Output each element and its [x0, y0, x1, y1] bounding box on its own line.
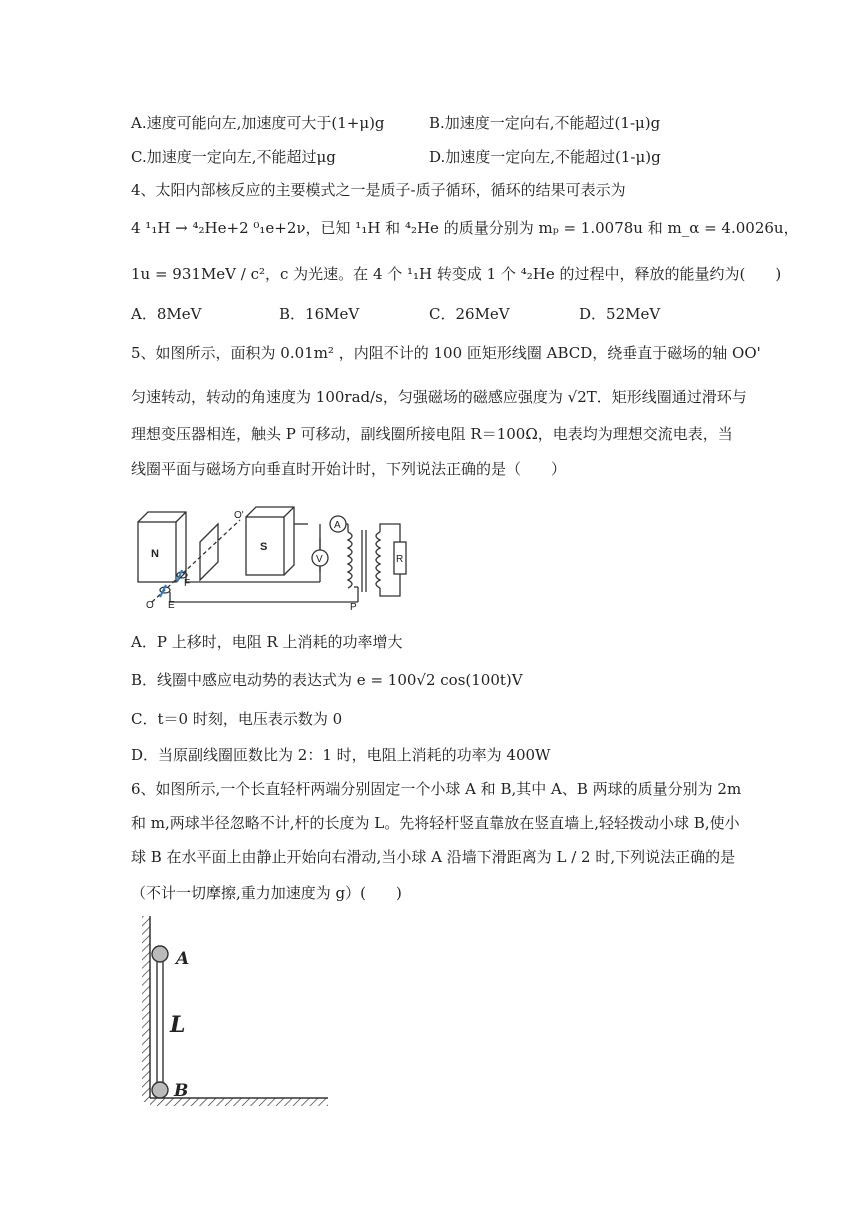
q6-label-b: B	[174, 1081, 189, 1101]
q5-label-voltmeter: V	[316, 554, 323, 565]
q4-option-a: A．8MeV	[131, 305, 202, 323]
q5-line4: 线圈平面与磁场方向垂直时开始计时，下列说法正确的是（ ）	[131, 460, 567, 478]
q3-option-b: B.加速度一定向右,不能超过(1-μ)g	[429, 114, 661, 132]
q5-label-e: E	[168, 600, 175, 611]
q5-circuit-diagram	[130, 502, 420, 612]
q6-label-l: L	[170, 1012, 186, 1038]
q4-option-d: D．52MeV	[579, 305, 661, 323]
q4-line3: 1u = 931MeV / c²，c 为光速。在 4 个 ¹₁H 转变成 1 个 ⁴₂He 的过程中，释放的能量约为( )	[131, 265, 782, 283]
q5-option-d: D．当原副线圈匝数比为 2：1 时，电阻上消耗的功率为 400W	[131, 746, 551, 764]
q4-option-c: C．26MeV	[429, 305, 510, 323]
q5-line1: 5、如图所示，面积为 0.01m² ，内阻不计的 100 匝矩形线圈 ABCD，绕垂直于磁场的轴 OO'	[131, 344, 761, 362]
q4-equation: 4 ¹₁H → ⁴₂He+2 ⁰₁e+2ν	[131, 219, 306, 237]
q3-option-c: C.加速度一定向左,不能超过μg	[131, 148, 336, 166]
q6-line2: 和 m,两球半径忽略不计,杆的长度为 L。先将轻杆竖直靠放在竖直墙上,轻轻拨动小球 B,使小	[131, 814, 740, 832]
q5-label-r: R	[396, 554, 404, 565]
q6-rod-diagram	[130, 912, 340, 1112]
q6-label-a: A	[176, 949, 190, 969]
q3-option-a: A.速度可能向左,加速度可大于(1+μ)g	[131, 114, 385, 132]
q5-label-p: P	[350, 602, 357, 612]
q5-option-a: A．P 上移时，电阻 R 上消耗的功率增大	[131, 633, 403, 651]
q5-option-c: C．t＝0 时刻，电压表示数为 0	[131, 710, 343, 728]
q4-masses: ，已知 ¹₁H 和 ⁴₂He 的质量分别为 mₚ = 1.0078u 和 m_α = 4.0026u，	[305, 219, 799, 237]
q5-label-f: F	[184, 578, 191, 589]
q5-label-ammeter: A	[334, 520, 341, 531]
q4-equation-line	[131, 218, 799, 238]
q5-label-n: N	[151, 548, 159, 560]
q4-option-b: B．16MeV	[279, 305, 360, 323]
q5-label-s: S	[260, 541, 268, 553]
q5-label-o-prime: O'	[234, 510, 244, 521]
q5-option-b: B．线圈中感应电动势的表达式为 e = 100√2 cos(100t)V	[131, 671, 523, 689]
q4-stem: 4、太阳内部核反应的主要模式之一是质子-质子循环，循环的结果可表示为	[131, 181, 626, 199]
q5-label-o: O	[146, 600, 154, 611]
q5-line2: 匀速转动，转动的角速度为 100rad/s，匀强磁场的磁感应强度为 √2T．矩形线圈通过滑环与	[131, 388, 747, 406]
q3-option-d: D.加速度一定向左,不能超过(1-μ)g	[429, 148, 661, 166]
q6-line1: 6、如图所示,一个长直轻杆两端分别固定一个小球 A 和 B,其中 A、B 两球的质量分别为 2m	[131, 780, 742, 798]
q6-line3: 球 B 在水平面上由静止开始向右滑动,当小球 A 沿墙下滑距离为 L / 2 时,下列说法正确的是	[131, 848, 736, 866]
q6-line4: （不计一切摩擦,重力加速度为 g）( )	[131, 884, 402, 902]
q5-line3: 理想变压器相连，触头 P 可移动，副线圈所接电阻 R＝100Ω，电表均为理想交流电表，当	[131, 425, 733, 443]
